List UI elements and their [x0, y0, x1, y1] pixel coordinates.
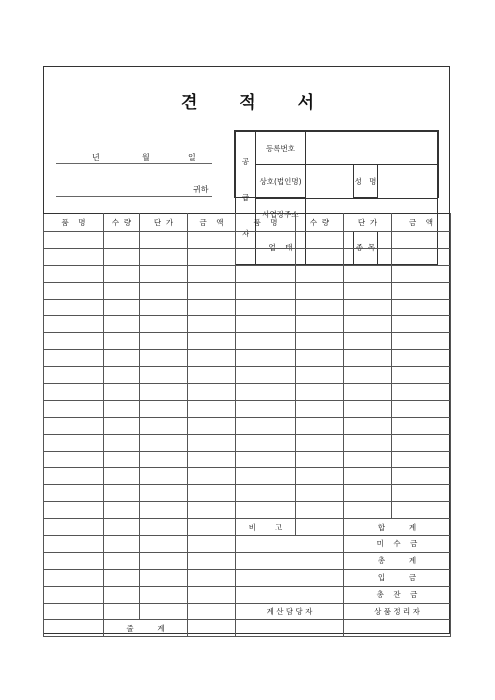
item-cell[interactable] [104, 502, 140, 519]
item-cell[interactable] [188, 485, 236, 502]
item-cell[interactable] [44, 536, 104, 553]
item-cell[interactable] [392, 248, 451, 265]
item-cell[interactable] [140, 552, 188, 569]
summary-row [44, 519, 451, 536]
item-cell[interactable] [344, 282, 392, 299]
item-cell[interactable] [392, 282, 451, 299]
item-cell[interactable] [104, 417, 140, 434]
item-cell[interactable] [344, 451, 392, 468]
table-row [44, 485, 451, 502]
accountant-sign[interactable] [236, 620, 344, 637]
item-cell[interactable] [188, 333, 236, 350]
summary-row [44, 552, 451, 569]
item-cell[interactable] [140, 417, 188, 434]
item-cell[interactable] [392, 316, 451, 333]
item-cell[interactable] [104, 350, 140, 367]
item-cell[interactable] [140, 232, 188, 249]
item-cell[interactable] [140, 248, 188, 265]
item-cell[interactable] [344, 350, 392, 367]
item-cell[interactable] [104, 384, 140, 401]
item-cell[interactable] [140, 468, 188, 485]
item-cell[interactable] [296, 434, 344, 451]
recipient-underline[interactable] [56, 196, 212, 197]
table-row [44, 502, 451, 519]
item-cell[interactable] [188, 316, 236, 333]
item-cell[interactable] [188, 519, 236, 536]
item-cell[interactable] [344, 384, 392, 401]
item-cell[interactable] [296, 232, 344, 249]
table-row [44, 265, 451, 282]
item-cell[interactable] [296, 367, 344, 384]
col-header: 품 명 [44, 214, 104, 232]
grand-total-label: 총 계 [344, 552, 451, 569]
col-header: 금 액 [188, 214, 236, 232]
item-cell[interactable] [392, 417, 451, 434]
subtotal-row [44, 620, 451, 637]
item-cell[interactable] [344, 367, 392, 384]
name-label: 성 명 [354, 165, 378, 198]
item-cell[interactable] [344, 248, 392, 265]
item-cell[interactable] [236, 282, 296, 299]
supplier-side-label: 공 급 자 [236, 132, 256, 265]
reg-no-label: 등록번호 [256, 132, 306, 165]
year-label: 년 [92, 153, 100, 162]
item-cell[interactable] [296, 502, 344, 519]
item-cell[interactable] [188, 468, 236, 485]
item-cell[interactable] [188, 417, 236, 434]
table-row [44, 333, 451, 350]
item-cell[interactable] [140, 333, 188, 350]
item-cell[interactable] [140, 400, 188, 417]
item-cell[interactable] [236, 367, 296, 384]
company-field[interactable] [306, 165, 354, 198]
item-cell[interactable] [188, 569, 236, 586]
item-cell[interactable] [44, 299, 104, 316]
col-header: 수 량 [296, 214, 344, 232]
organizer-sign[interactable] [344, 620, 451, 637]
item-cell[interactable] [140, 451, 188, 468]
item-cell[interactable] [44, 367, 104, 384]
table-row [44, 468, 451, 485]
item-cell[interactable] [140, 519, 188, 536]
item-cell[interactable] [104, 299, 140, 316]
item-cell[interactable] [344, 232, 392, 249]
item-cell[interactable] [188, 265, 236, 282]
item-cell[interactable] [296, 333, 344, 350]
item-cell[interactable] [44, 603, 104, 620]
table-row [44, 232, 451, 249]
item-cell[interactable] [104, 603, 140, 620]
item-cell[interactable] [104, 400, 140, 417]
total-label: 합 계 [344, 519, 451, 536]
item-cell[interactable] [104, 434, 140, 451]
item-cell[interactable] [104, 367, 140, 384]
col-header: 수 량 [104, 214, 140, 232]
item-cell[interactable] [236, 451, 296, 468]
item-cell[interactable] [44, 384, 104, 401]
table-row [44, 248, 451, 265]
item-cell[interactable] [140, 536, 188, 553]
item-cell[interactable] [44, 417, 104, 434]
item-cell[interactable] [344, 299, 392, 316]
item-cell[interactable] [236, 265, 296, 282]
table-row [44, 417, 451, 434]
item-cell[interactable] [104, 519, 140, 536]
item-cell[interactable] [44, 468, 104, 485]
table-row [44, 451, 451, 468]
day-label: 일 [188, 153, 196, 162]
item-cell[interactable] [140, 569, 188, 586]
item-cell[interactable] [44, 316, 104, 333]
unpaid-label: 미 수 금 [344, 536, 451, 553]
item-cell[interactable] [188, 552, 236, 569]
table-row [44, 316, 451, 333]
item-cell[interactable] [188, 451, 236, 468]
col-header: 품 명 [236, 214, 296, 232]
item-cell[interactable] [44, 519, 104, 536]
item-cell[interactable] [344, 434, 392, 451]
item-cell[interactable] [188, 400, 236, 417]
item-cell[interactable] [344, 502, 392, 519]
page-title: 견 적 서 [180, 93, 333, 113]
business-label: 업 태 [256, 231, 306, 264]
item-cell[interactable] [392, 451, 451, 468]
item-cell[interactable] [44, 282, 104, 299]
item-cell[interactable] [44, 248, 104, 265]
company-label: 상호(법인명) [256, 165, 306, 198]
item-cell[interactable] [188, 502, 236, 519]
month-label: 월 [142, 153, 150, 162]
item-cell[interactable] [188, 248, 236, 265]
reg-no-field[interactable] [306, 132, 438, 165]
item-cell[interactable] [104, 569, 140, 586]
summary-row [44, 586, 451, 603]
item-cell[interactable] [188, 536, 236, 553]
subtotal-value[interactable] [188, 620, 236, 637]
items-table [43, 213, 450, 637]
item-cell[interactable] [296, 265, 344, 282]
item-cell[interactable] [44, 400, 104, 417]
address-label: 사업장주소 [256, 198, 306, 231]
item-cell[interactable] [296, 417, 344, 434]
table-row [44, 350, 451, 367]
item-cell[interactable] [392, 502, 451, 519]
table-row [44, 434, 451, 451]
remarks-field[interactable] [236, 552, 344, 569]
item-cell[interactable] [344, 417, 392, 434]
item-cell[interactable] [296, 400, 344, 417]
item-cell[interactable] [236, 400, 296, 417]
item-cell[interactable] [104, 536, 140, 553]
summary-row [44, 536, 451, 553]
item-cell[interactable] [188, 384, 236, 401]
item-cell[interactable] [236, 316, 296, 333]
item-cell[interactable] [344, 485, 392, 502]
item-cell[interactable] [44, 502, 104, 519]
item-cell[interactable] [44, 265, 104, 282]
item-cell[interactable] [140, 265, 188, 282]
item-cell[interactable] [104, 552, 140, 569]
item-cell[interactable] [44, 485, 104, 502]
item-cell[interactable] [236, 299, 296, 316]
item-cell[interactable] [236, 333, 296, 350]
item-cell[interactable] [296, 451, 344, 468]
item-cell[interactable] [44, 620, 104, 637]
table-row [44, 299, 451, 316]
item-cell[interactable] [140, 316, 188, 333]
received-label: 입 금 [344, 569, 451, 586]
item-cell[interactable] [104, 485, 140, 502]
item-cell[interactable] [104, 265, 140, 282]
item-cell[interactable] [44, 451, 104, 468]
item-cell[interactable] [392, 384, 451, 401]
item-cell[interactable] [392, 350, 451, 367]
organizer-label: 상 품 정 리 자 [344, 603, 451, 620]
item-cell[interactable] [236, 468, 296, 485]
item-cell[interactable] [44, 350, 104, 367]
item-cell[interactable] [140, 350, 188, 367]
item-cell[interactable] [140, 299, 188, 316]
item-cell[interactable] [296, 468, 344, 485]
table-row [44, 400, 451, 417]
item-cell[interactable] [392, 232, 451, 249]
item-cell[interactable] [140, 586, 188, 603]
item-cell[interactable] [344, 265, 392, 282]
table-row [44, 367, 451, 384]
remarks-label: 비 고 [236, 519, 296, 536]
item-cell[interactable] [344, 400, 392, 417]
item-cell[interactable] [236, 485, 296, 502]
item-cell[interactable] [44, 552, 104, 569]
item-cell[interactable] [236, 434, 296, 451]
item-cell[interactable] [104, 468, 140, 485]
item-cell[interactable] [392, 333, 451, 350]
col-header: 금 액 [392, 214, 451, 232]
item-cell[interactable] [236, 232, 296, 249]
item-cell[interactable] [392, 468, 451, 485]
item-cell[interactable] [140, 434, 188, 451]
item-cell[interactable] [188, 232, 236, 249]
column-headers [44, 214, 451, 232]
item-cell[interactable] [140, 502, 188, 519]
remarks-field[interactable] [296, 519, 344, 536]
accountant-label: 계 산 담 당 자 [236, 603, 344, 620]
item-cell[interactable] [104, 248, 140, 265]
item-cell[interactable] [140, 485, 188, 502]
item-cell[interactable] [44, 569, 104, 586]
item-cell[interactable] [104, 232, 140, 249]
item-cell[interactable] [236, 350, 296, 367]
recipient-suffix: 귀하 [193, 185, 209, 194]
item-cell[interactable] [104, 451, 140, 468]
col-header: 단 가 [140, 214, 188, 232]
item-cell[interactable] [104, 586, 140, 603]
remarks-field[interactable] [236, 569, 344, 586]
item-cell[interactable] [140, 367, 188, 384]
item-cell[interactable] [296, 384, 344, 401]
item-cell[interactable] [104, 282, 140, 299]
category-label: 종 목 [354, 231, 378, 264]
balance-label: 총 잔 금 [344, 586, 451, 603]
col-header: 단 가 [344, 214, 392, 232]
item-cell[interactable] [392, 400, 451, 417]
remarks-field[interactable] [236, 536, 344, 553]
table-row [44, 384, 451, 401]
item-cell[interactable] [296, 316, 344, 333]
item-cell[interactable] [188, 282, 236, 299]
summary-row [44, 569, 451, 586]
item-cell[interactable] [188, 586, 236, 603]
item-cell[interactable] [236, 384, 296, 401]
item-cell[interactable] [236, 248, 296, 265]
item-cell[interactable] [44, 232, 104, 249]
item-cell[interactable] [188, 603, 236, 620]
item-cell[interactable] [188, 350, 236, 367]
item-cell[interactable] [188, 367, 236, 384]
item-cell[interactable] [296, 350, 344, 367]
item-cell[interactable] [236, 502, 296, 519]
date-underline [56, 163, 212, 164]
item-cell[interactable] [44, 434, 104, 451]
item-cell[interactable] [188, 434, 236, 451]
item-cell[interactable] [296, 248, 344, 265]
item-cell[interactable] [140, 282, 188, 299]
item-cell[interactable] [44, 333, 104, 350]
item-cell[interactable] [140, 603, 188, 620]
item-cell[interactable] [392, 367, 451, 384]
item-cell[interactable] [236, 417, 296, 434]
name-field[interactable] [378, 165, 438, 198]
item-cell[interactable] [392, 434, 451, 451]
item-cell[interactable] [296, 485, 344, 502]
item-cell[interactable] [344, 316, 392, 333]
item-cell[interactable] [104, 316, 140, 333]
subtotal-label: 줄 계 [104, 620, 188, 637]
item-cell[interactable] [296, 299, 344, 316]
item-cell[interactable] [344, 333, 392, 350]
item-cell[interactable] [392, 485, 451, 502]
item-cell[interactable] [188, 299, 236, 316]
table-row [44, 282, 451, 299]
remarks-field[interactable] [236, 586, 344, 603]
item-cell[interactable] [392, 265, 451, 282]
item-cell[interactable] [44, 586, 104, 603]
item-cell[interactable] [140, 384, 188, 401]
signature-row [44, 603, 451, 620]
item-cell[interactable] [104, 333, 140, 350]
item-cell[interactable] [296, 282, 344, 299]
item-cell[interactable] [392, 299, 451, 316]
item-cell[interactable] [344, 468, 392, 485]
